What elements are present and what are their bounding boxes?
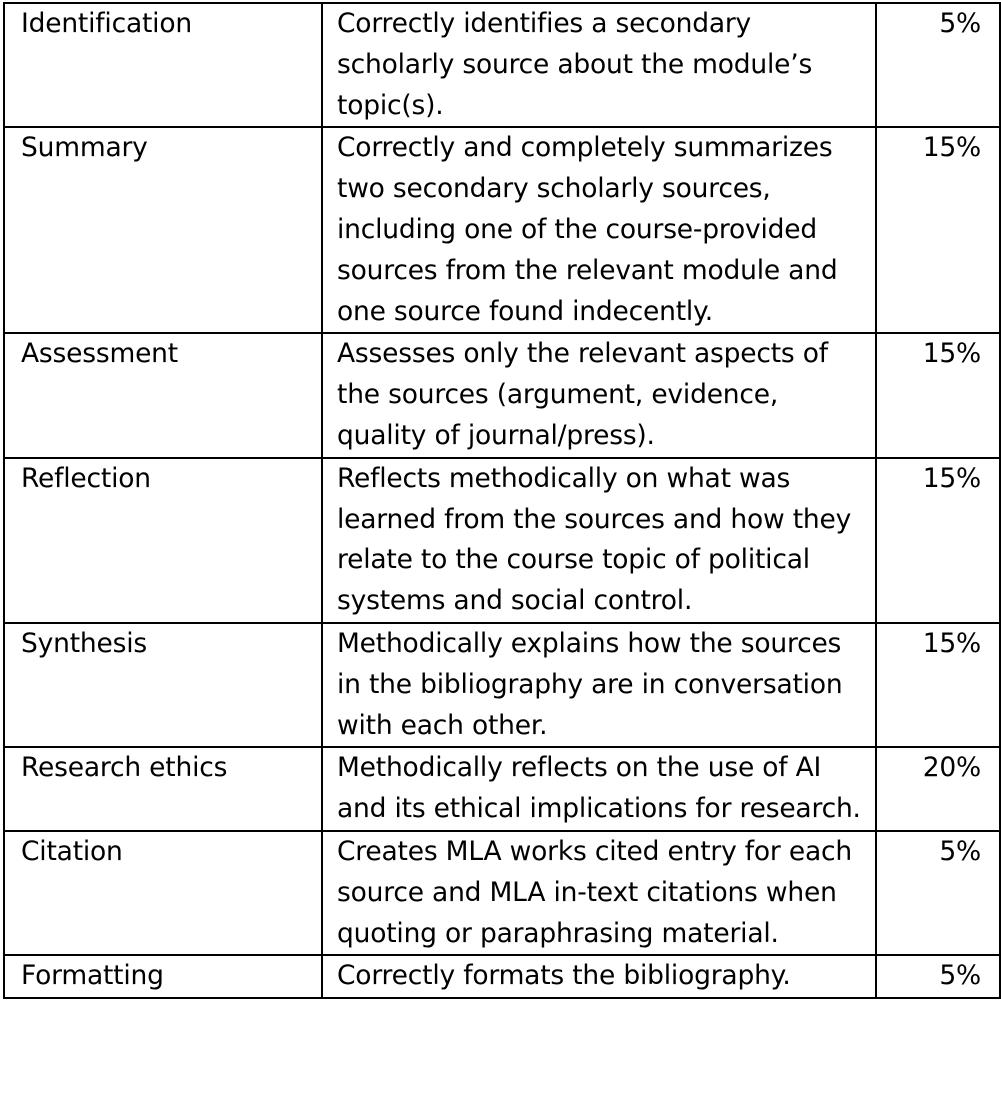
weight-cell: 5% xyxy=(876,955,1000,998)
weight-cell: 15% xyxy=(876,623,1000,747)
table-row xyxy=(4,955,1000,998)
weight-cell: 20% xyxy=(876,747,1000,831)
weight-cell: 15% xyxy=(876,333,1000,457)
description-cell: Assesses only the relevant aspects of the sources (argument, evidence, quality of journal/press). xyxy=(322,333,876,457)
description-cell: Correctly formats the bibliography. xyxy=(322,955,876,998)
table-row xyxy=(4,747,1000,831)
table-row xyxy=(4,3,1000,127)
description-cell: Reflects methodically on what was learned from the sources and how they relate to the course topic of political systems and social control. xyxy=(322,458,876,623)
weight-cell: 5% xyxy=(876,831,1000,955)
grading-rubric-table xyxy=(3,2,1001,999)
weight-cell: 5% xyxy=(876,3,1000,127)
description-cell: Correctly and completely summarizes two secondary scholarly sources, including one of the course-provided sources from the relevant module and one source found indecently. xyxy=(322,127,876,333)
table-row xyxy=(4,127,1000,333)
table-row xyxy=(4,831,1000,955)
description-cell: Correctly identifies a secondary scholarly source about the module’s topic(s). xyxy=(322,3,876,127)
criterion-cell: Formatting xyxy=(4,955,322,998)
description-cell: Methodically reflects on the use of AI and its ethical implications for research. xyxy=(322,747,876,831)
description-cell: Methodically explains how the sources in the bibliography are in conversation with each other. xyxy=(322,623,876,747)
criterion-cell: Assessment xyxy=(4,333,322,457)
weight-cell: 15% xyxy=(876,458,1000,623)
criterion-cell: Research ethics xyxy=(4,747,322,831)
table-row xyxy=(4,458,1000,623)
criterion-cell: Citation xyxy=(4,831,322,955)
weight-cell: 15% xyxy=(876,127,1000,333)
criterion-cell: Reflection xyxy=(4,458,322,623)
criterion-cell: Synthesis xyxy=(4,623,322,747)
criterion-cell: Summary xyxy=(4,127,322,333)
table-row xyxy=(4,623,1000,747)
criterion-cell: Identification xyxy=(4,3,322,127)
table-row xyxy=(4,333,1000,457)
description-cell: Creates MLA works cited entry for each source and MLA in-text citations when quoting or paraphrasing material. xyxy=(322,831,876,955)
rubric-body xyxy=(4,3,1000,998)
